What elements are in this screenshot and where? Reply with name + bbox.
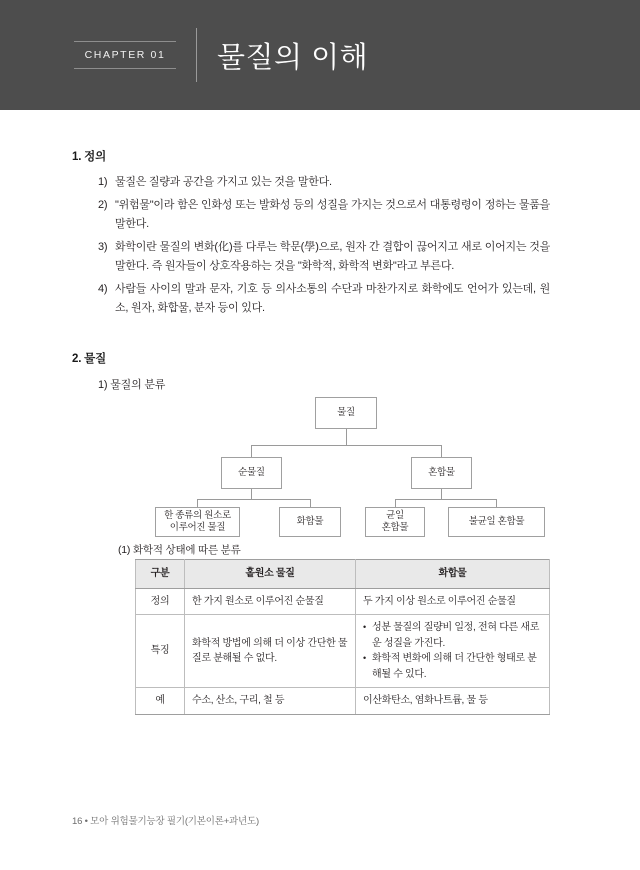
table-cell-characteristics-compound <box>356 615 550 688</box>
table-header-cell-category: 구분 <box>136 560 185 589</box>
tree-edge-left-stem <box>251 489 252 499</box>
list-marker: 1) <box>98 176 108 188</box>
table-cell-definition-compound: 두 가지 이상 원소로 이루어진 순물질 <box>356 588 550 615</box>
page-body <box>0 110 640 870</box>
tree-edge-left-bar <box>197 499 310 500</box>
tree-edge-to-right-branch <box>441 445 442 457</box>
table-header <box>136 560 550 589</box>
tree-node-pure-substance: 순물질 <box>221 457 282 489</box>
tree-edge-to-leaf1 <box>197 499 198 507</box>
chapter-title: 물질의 이해 <box>217 41 369 74</box>
table-row-label-example: 예 <box>136 688 185 715</box>
chapter-header-content <box>72 0 368 110</box>
tree-node-homogeneous-mixture <box>365 507 425 537</box>
table-header-cell-compound: 화합물 <box>356 560 550 589</box>
chapter-tag-rule-bottom <box>74 68 176 69</box>
tree-edge-to-leaf4 <box>496 499 497 507</box>
bullet-item: • 성분 물질의 질량비 일정, 전혀 다른 새로운 성질을 가진다. <box>363 620 542 651</box>
tree-edge-to-leaf3 <box>395 499 396 507</box>
chapter-vertical-divider <box>196 28 197 82</box>
section-heading-substance: 2. 물질 <box>72 353 107 365</box>
tree-node-mixture: 혼합물 <box>411 457 472 489</box>
table-cell-characteristics-element: 화학적 방법에 의해 더 이상 간단한 물질로 분해될 수 없다. <box>185 615 356 688</box>
tree-node-root: 물질 <box>315 397 377 429</box>
chapter-header-band <box>0 0 640 110</box>
table-cell-example-compound: 이산화탄소, 염화나트륨, 물 등 <box>356 688 550 715</box>
tree-edge-right-bar <box>395 499 496 500</box>
tree-node-line1: 균일 <box>386 510 404 521</box>
tree-node-compound: 화합물 <box>279 507 341 537</box>
list-marker: 4) <box>98 283 108 295</box>
table-header-row <box>136 560 550 589</box>
table-row <box>136 688 550 715</box>
table-caption: (1) 화학적 상태에 따른 분류 <box>118 544 241 556</box>
list-item <box>98 196 550 233</box>
list-item-text: 물질은 질량과 공간을 가지고 있는 것을 말한다. <box>115 176 332 188</box>
subsection-heading-classification: 1) 물질의 분류 <box>98 379 166 391</box>
bullet-item: • 화학적 변화에 의해 더 간단한 형태로 분해될 수 있다. <box>363 651 542 682</box>
list-item-text: 화학이란 물질의 변화(化)를 다루는 학문(學)으로, 원자 간 결합이 끊어지고 새로 이어지는 것을 말한다. 즉 원자들이 상호작용하는 것을 "화학적, 화학적 변화"라고 부른다. <box>115 241 550 272</box>
table-row-label-definition: 정의 <box>136 588 185 615</box>
tree-edge-level1-bar <box>251 445 441 446</box>
table-cell-example-element: 수소, 산소, 구리, 철 등 <box>185 688 356 715</box>
table-row <box>136 588 550 615</box>
list-item <box>98 238 550 275</box>
page-footer: 16 • 모아 위험물기능장 필기(기본이론+과년도) <box>72 816 259 827</box>
table-header-cell-element: 홑원소 물질 <box>185 560 356 589</box>
tree-node-line2: 혼합물 <box>381 522 409 533</box>
tree-node-heterogeneous-mixture: 불균일 혼합물 <box>448 507 545 537</box>
tree-edge-root-stem <box>346 429 347 445</box>
chapter-tag <box>72 41 178 69</box>
classification-table <box>135 559 550 715</box>
list-marker: 3) <box>98 241 108 253</box>
table-cell-definition-element: 한 가지 원소로 이루어진 순물질 <box>185 588 356 615</box>
chapter-number-label: CHAPTER 01 <box>84 49 166 61</box>
tree-node-line1: 한 종류의 원소로 <box>164 510 231 521</box>
list-item <box>98 173 550 192</box>
table-row <box>136 615 550 688</box>
list-marker: 2) <box>98 199 108 211</box>
tree-edge-to-left-branch <box>251 445 252 457</box>
tree-edge-right-stem <box>441 489 442 499</box>
table-body <box>136 588 550 714</box>
section-heading-definition: 1. 정의 <box>72 151 107 163</box>
bullet-list <box>363 620 542 682</box>
tree-node-line2: 이루어진 물질 <box>169 522 226 533</box>
classification-tree-diagram <box>155 397 545 533</box>
table-row-label-characteristics: 특징 <box>136 615 185 688</box>
tree-edge-to-leaf2 <box>310 499 311 507</box>
list-item <box>98 280 550 317</box>
tree-node-single-element-substance <box>155 507 240 537</box>
list-item-text: "위험물"이라 함은 인화성 또는 발화성 등의 성질을 가지는 것으로서 대통령령이 정하는 물품을 말한다. <box>115 199 550 230</box>
list-item-text: 사람들 사이의 말과 문자, 기호 등 의사소통의 수단과 마찬가지로 화학에도 언어가 있는데, 원소, 원자, 화합물, 분자 등이 있다. <box>115 283 550 314</box>
